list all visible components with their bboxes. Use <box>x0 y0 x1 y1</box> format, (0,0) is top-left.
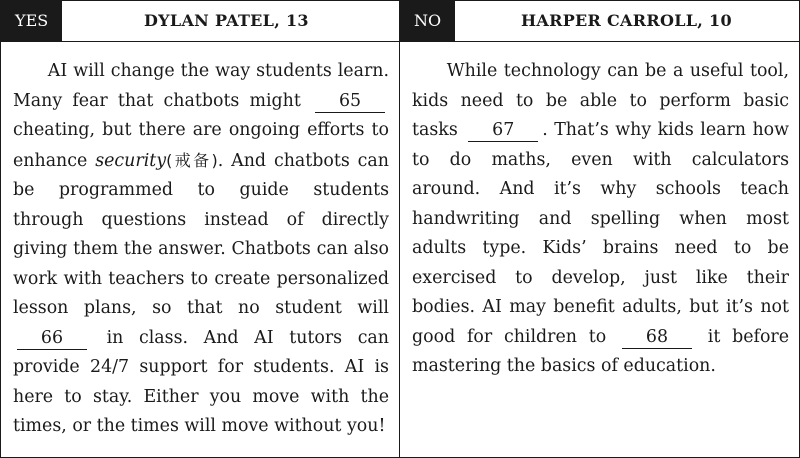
security-term: security <box>95 150 167 171</box>
yes-text-3: . And chatbots can be programmed to guide students through questions instead of directly giving them the answer. Chatbots can also work with teachers to create personalized lesson plans, so that no student will <box>13 150 389 318</box>
yes-text-1: AI will change the way students learn. Many fear that chatbots might <box>13 61 389 111</box>
yes-header <box>1 1 399 42</box>
no-text-2: . That’s why kids learn how to do maths, even with calculators around. And it’s why schools teach handwriting and spelling when most adults type. Kids’ brains need to be exercised to develop, just like their bodies. AI may benefit adults, but it’s not good for children to <box>412 120 790 347</box>
yes-column <box>1 1 400 457</box>
no-header <box>400 1 799 42</box>
blank-66: 66 <box>17 327 87 350</box>
yes-author: DYLAN PATEL, 13 <box>144 11 309 30</box>
no-text-3: it before mastering the basics of education. <box>412 326 790 376</box>
blank-65: 65 <box>315 90 385 113</box>
no-passage <box>400 42 799 382</box>
yes-tag: YES <box>1 1 62 41</box>
yes-passage <box>1 42 399 442</box>
blank-67: 67 <box>468 119 538 142</box>
blank-68: 68 <box>622 326 692 349</box>
no-tag: NO <box>400 1 455 41</box>
no-author: HARPER CARROLL, 10 <box>521 11 732 30</box>
no-text-1: While technology can be a useful tool, kids need to be able to perform basic tasks <box>412 61 789 140</box>
yes-text-4: in class. And AI tutors can provide 24/7 support for students. AI is here to stay. Either you move with the times, or the times will move without you! <box>13 327 390 436</box>
no-column <box>400 1 799 457</box>
yes-text-2: cheating, but there are ongoing efforts to enhance <box>13 120 389 171</box>
chinese-gloss: (戒备) <box>166 150 218 170</box>
